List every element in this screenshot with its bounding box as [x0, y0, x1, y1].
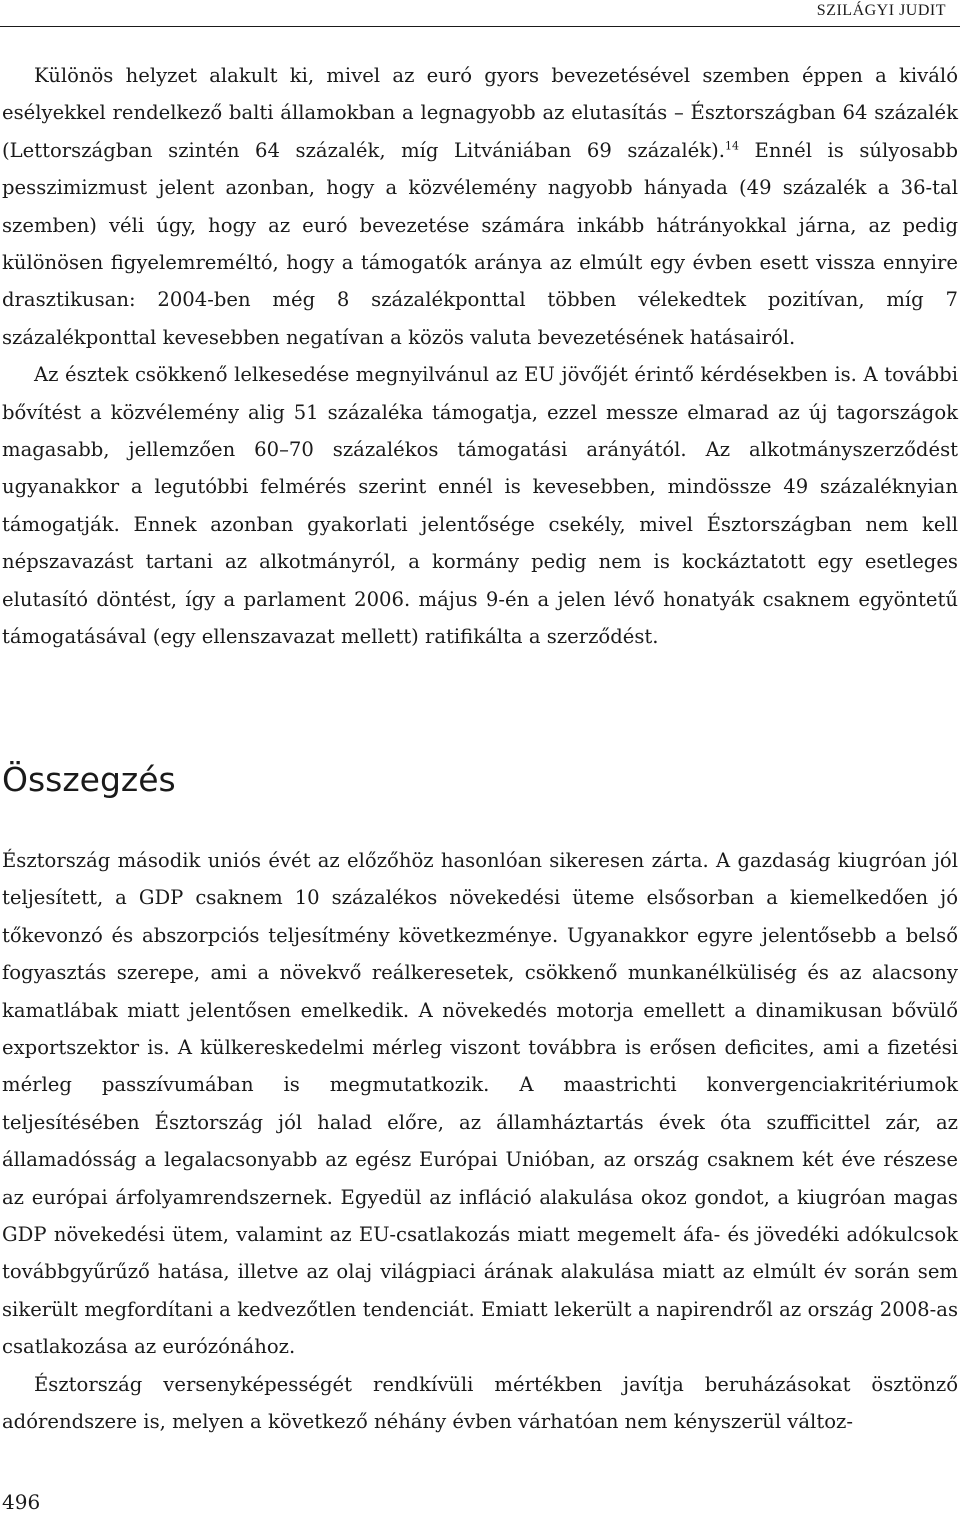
section-paragraph-2: Észtország versenyképességét rendkívüli mértékben javítja beruházásokat ösztönző adórendszere is, melyen a következő néhány évben várhatóan nem kényszerül változ- [2, 1372, 958, 1434]
section-title: Összegzés [2, 760, 176, 799]
page-number: 496 [2, 1490, 41, 1514]
header-rule [0, 26, 960, 27]
paragraph-text: Különös helyzet alakult ki, mivel az euró gyors bevezetésével szemben éppen a kiváló esélyekkel rendelkező balti államokban a legnagyobb az elutasítás – Észtországban 64 százalék (Lettországban szintén 64 százalék, míg Litvániában 69 százalék). [2, 64, 958, 162]
section-paragraph-1: Észtország második uniós évét az előzőhöz hasonlóan sikeresen zárta. A gazdaság kiugróan jól teljesített, a GDP csaknem 10 százalékos növekedési üteme elsősorban a kiemelkedően jó tőkevonzó és abszorpciós teljesítmény következménye. Ugyanakkor egyre jelentősebb a belső fogyasztás szerepe, ami a növekvő reálkeresetek, csökkenő munkanélküliség és az alacsony kamatlábak miatt jelentősen emelkedik. A növekedés motorja emellett a dinamikusan bővülő exportszektor is. A külkereskedelmi mérleg viszont továbbra is erősen deficites, ami a fizetési mérleg passzívumában is megmutatkozik. A maastrichti konvergenciakritériumok teljesítésében Észtország jól halad előre, az államháztartás évek óta szufficittel zár, az államadósság a legalacsonyabb az egész Európai Unióban, az ország csaknem két éve részese az európai árfolyamrendszernek. Egyedül az infláció alakulása okoz gondot, a kiugróan magas GDP növekedési ütem, valamint az EU-csatlakozás miatt megemelt áfa- és jövedéki adókulcsok továbbgyűrűző hatása, illetve az olaj világpiaci árának alakulása miatt az elmúlt év során sem sikerült megfordítani a kedvezőtlen tendenciát. Emiatt lekerült a napirendről az ország 2008-as csatlakozása az eurózónához. [2, 849, 958, 1359]
running-head: SZILÁGYI JUDIT [816, 2, 946, 19]
body-paragraph-2: Az észtek csökkenő lelkesedése megnyilvánul az EU jövőjét érintő kérdésekben is. A további bővítést a közvélemény alig 51 százaléka támogatja, ezzel messze elmarad az új tagországok magasabb, jellemzően 60–70 százalékos támogatási arányától. Az alkotmányszerződést ugyanakkor a legutóbbi felmérés szerint ennél is kevesebben, mindössze 49 százaléknyian támogatják. Ennek azonban gyakorlati jelentősége csekély, mivel Észtországban nem kell népszavazást tartani az alkotmányról, a kormány pedig nem is kockáztatott egy esetleges elutasító döntést, így a parlament 2006. május 9-én a jelen lévő honatyák csaknem egyöntetű támogatásával (egy ellenszavazat mellett) ratifikálta a szerződést. [2, 363, 958, 649]
paragraph-text-continued: Ennél is súlyosabb pesszimizmust jelent azonban, hogy a közvélemény nagyobb hányada (49 százalék a 36-tal szemben) véli úgy, hogy az euró bevezetése számára inkább hátrányokkal járna, az pedig különösen figyelemreméltó, hogy a támogatók aránya az elmúlt egy évben esett vissza ennyire drasztikusan: 2004-ben még 8 százalékponttal többen vélekedtek pozitívan, míg 7 százalékponttal kevesebben negatívan a közös valuta bevezetésének hatásairól. [2, 138, 958, 349]
body-paragraph-1 [2, 57, 958, 356]
section-body [2, 842, 958, 1441]
body-text [2, 57, 958, 656]
footnote-reference[interactable]: 14 [725, 139, 740, 153]
